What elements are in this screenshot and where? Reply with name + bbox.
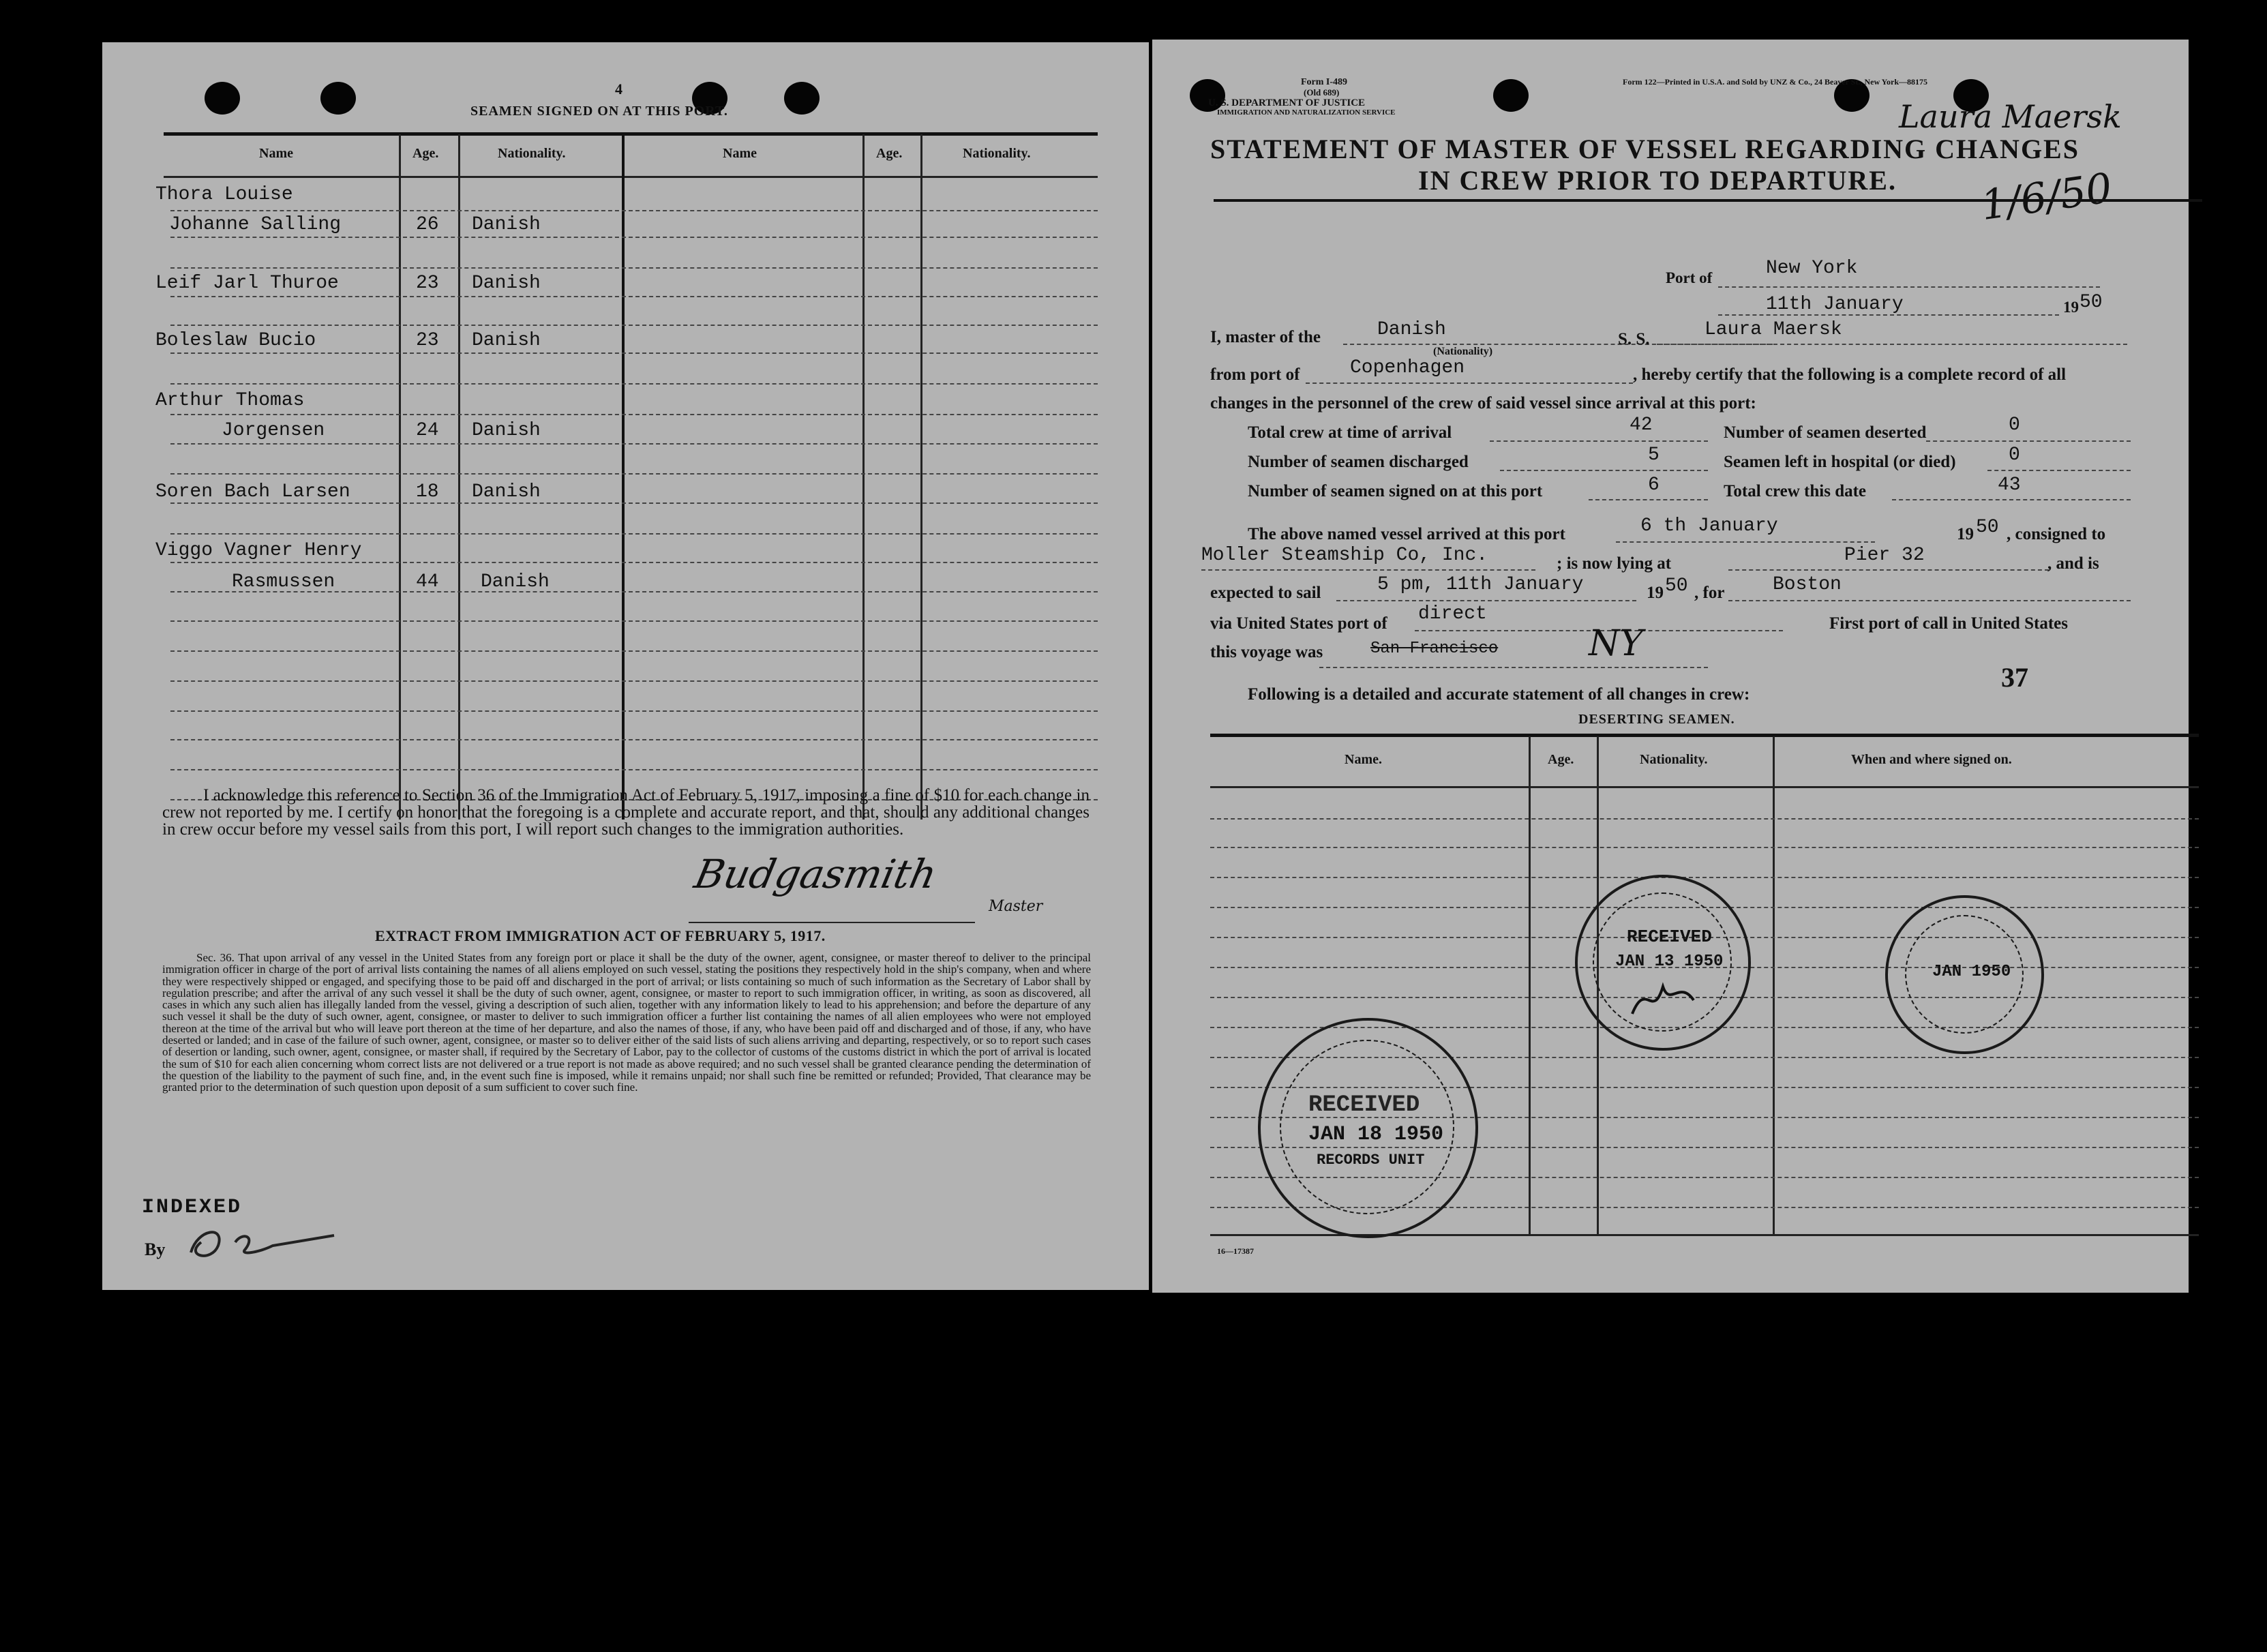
deserting-col-name: Name.	[1345, 752, 1382, 767]
crew-name: Soren Bach Larsen	[155, 481, 350, 502]
via-value: direct	[1418, 603, 1487, 625]
from-port-label: from port of	[1210, 365, 1300, 384]
acknowledgement-text: I acknowledge this reference to Section 36 of the Immigration Act of February 5, 1917, imposing a fine of $10 for each change in crew not reported by me. I certify on honor that the foregoing is a complete and accurate report, and that, should any additional changes in crew occur before my vessel sails from this port, I will report such changes to the immigration authorities.	[162, 786, 1090, 839]
handwritten-vessel-name: Laura Maersk	[1899, 98, 2122, 135]
date-year: 50	[2080, 292, 2103, 313]
deserted-label: Number of seamen deserted	[1724, 423, 1927, 442]
crew-age: 23	[416, 273, 439, 294]
records-stamp-unit: RECORDS UNIT	[1317, 1152, 1425, 1169]
deserting-col-age: Age.	[1548, 752, 1574, 767]
date-stamp-date: JAN 1950	[1932, 963, 2011, 981]
form-number: Form I-489	[1301, 77, 1348, 87]
page-number: 4	[615, 80, 622, 97]
date-year-prefix: 19	[2063, 299, 2079, 316]
indexed-initials	[170, 1215, 361, 1270]
total-crew-arrival-value: 42	[1630, 415, 1653, 436]
total-today-label: Total crew this date	[1724, 482, 1867, 500]
crew-name-line1: Arthur Thomas	[155, 390, 305, 411]
crew-name: Johanne Salling	[169, 214, 342, 235]
punch-hole	[205, 82, 240, 115]
deserting-col-nationality: Nationality.	[1640, 752, 1708, 767]
crew-age: 24	[416, 420, 439, 441]
department-name: U. S. DEPARTMENT OF JUSTICE	[1208, 97, 1366, 108]
voyage-value-handwritten: NY	[1589, 623, 1643, 664]
received-stamp	[1575, 875, 1751, 1051]
extract-heading: EXTRACT FROM IMMIGRATION ACT OF FEBRUARY 5, 1917.	[375, 927, 826, 944]
for-label: , for	[1694, 584, 1725, 602]
master-nationality: Danish	[1377, 319, 1446, 340]
punch-hole	[320, 82, 356, 115]
deserting-heading: DESERTING SEAMEN.	[1578, 712, 1735, 727]
expected-year-prefix: 19	[1647, 584, 1664, 602]
indexed-stamp: INDEXED	[142, 1196, 243, 1219]
master-label: Master	[989, 898, 1043, 915]
ship-name: Laura Maersk	[1705, 319, 1842, 340]
expected-value: 5 pm, 11th January	[1377, 574, 1584, 595]
records-stamp-text: RECEIVED	[1308, 1092, 1420, 1118]
crew-name: Rasmussen	[232, 571, 335, 592]
seamen-signed-heading: SEAMEN SIGNED ON AT THIS PORT.	[470, 104, 728, 119]
right-page	[1152, 40, 2189, 1293]
arrived-value: 6 th January	[1640, 515, 1778, 537]
hospital-label: Seamen left in hospital (or died)	[1724, 453, 1956, 471]
handwritten-date: 1/6/50	[1978, 164, 2116, 230]
signed-on-label: Number of seamen signed on at this port	[1248, 482, 1543, 500]
date-stamp	[1885, 895, 2044, 1054]
punch-hole	[1493, 79, 1529, 112]
column-header-nationality-2: Nationality.	[963, 146, 1031, 161]
via-label: via United States port of	[1210, 614, 1387, 633]
crew-nationality: Danish	[472, 481, 541, 502]
received-stamp-text: RECEIVED	[1627, 927, 1712, 947]
destination: Boston	[1773, 574, 1842, 595]
lying-label: ; is now lying at	[1557, 554, 1672, 573]
port-of-value: New York	[1766, 258, 1858, 279]
port-of-label: Port of	[1666, 269, 1713, 286]
deserting-col-signed-on: When and where signed on.	[1851, 752, 2012, 767]
crew-age: 23	[416, 330, 439, 351]
first-port-label: First port of call in United States	[1829, 614, 2068, 633]
and-is-label: , and is	[2047, 554, 2099, 573]
left-page	[102, 42, 1149, 1290]
crew-age: 26	[416, 214, 439, 235]
arrived-label: The above named vessel arrived at this port	[1248, 525, 1565, 543]
total-crew-arrival-label: Total crew at time of arrival	[1248, 423, 1452, 442]
expected-year: 50	[1665, 575, 1688, 597]
column-header-age: Age.	[412, 146, 439, 161]
discharged-label: Number of seamen discharged	[1248, 453, 1469, 471]
crew-name-line1: Viggo Vagner Henry	[155, 540, 362, 561]
service-name: IMMIGRATION AND NATURALIZATION SERVICE	[1217, 108, 1396, 117]
printer-line: Form 122—Printed in U.S.A. and Sold by UNZ & Co., 24 Beaver St., New York—88175	[1623, 77, 1928, 87]
nationality-caption: (Nationality)	[1433, 346, 1493, 357]
crew-nationality: Danish	[472, 420, 541, 441]
records-stamp-date: JAN 18 1950	[1308, 1123, 1444, 1146]
records-unit-stamp	[1258, 1018, 1478, 1238]
handwritten-number: 37	[2001, 662, 2028, 693]
column-header-age-2: Age.	[876, 146, 903, 161]
punch-hole	[784, 82, 820, 115]
hospital-value: 0	[2009, 445, 2020, 466]
arrived-year: 50	[1976, 517, 1999, 538]
consignee: Moller Steamship Co, Inc.	[1201, 545, 1488, 566]
ss-label: S. S.	[1618, 330, 1650, 348]
consigned-label: , consigned to	[2007, 525, 2106, 543]
deserted-value: 0	[2009, 415, 2020, 436]
expected-label: expected to sail	[1210, 584, 1321, 602]
form-title-line1: STATEMENT OF MASTER OF VESSEL REGARDING CHANGES	[1210, 134, 2080, 164]
crew-name: Leif Jarl Thuroe	[155, 273, 339, 294]
column-header-name-2: Name	[723, 146, 757, 161]
crew-age: 44	[416, 571, 439, 592]
crew-nationality: Danish	[472, 330, 541, 351]
total-today-value: 43	[1998, 475, 2021, 496]
crew-nationality: Danish	[481, 571, 550, 592]
arrived-year-prefix: 19	[1957, 525, 1974, 543]
form-title-line2: IN CREW PRIOR TO DEPARTURE.	[1418, 165, 1897, 196]
crew-nationality: Danish	[472, 273, 541, 294]
indexed-by: By	[145, 1240, 166, 1259]
certify-text: , hereby certify that the following is a complete record of all	[1633, 365, 2067, 384]
discharged-value: 5	[1648, 445, 1660, 466]
crew-name: Boleslaw Bucio	[155, 330, 316, 351]
voyage-value-struck: San Francisco	[1370, 640, 1499, 658]
footer-code: 16—17387	[1217, 1246, 1254, 1256]
master-signature: Budgasmith	[690, 851, 942, 897]
crew-nationality: Danish	[472, 214, 541, 235]
column-header-name: Name	[259, 146, 293, 161]
signed-on-value: 6	[1648, 475, 1660, 496]
extract-text: Sec. 36. That upon arrival of any vessel in the United States from any foreign port or place it shall be the duty of the owner, agent, consignee, or master thereof to deliver to the principal immigration officer in charge of the port of arrival lists containing the names of all aliens employed on such vessel, stating the positions they respectively hold in the ship's company, when and where they were respectively shipped or engaged, and specifying those to be paid off and discharged in the port of arrival; or lists containing so much of such information as the Secretary of Labor shall by regulation prescribe; and after the arrival of any such vessel it shall be the duty of such owner, agent, consignee, or master to report to such immigration officer, in writing, as soon as discovered, all cases in which any such alien has illegally landed from the vessel, giving a description of such alien, together with any information likely to lead to his apprehension; and before the departure of any such vessel it shall be the duty of such owner, agent, consignee, or master to deliver to such immigration officer a further list containing the names of all alien employees who were not employed thereon at the time of the arrival but who will leave port thereon at the time of her departure, and also the names of those, if any, who have been paid off and discharged and of those, if any, who have deserted or landed; and in case of the failure of such owner, agent, consignee, or master so to deliver either of the said lists of such aliens arriving and departing, respectively, or so to report such cases of desertion or landing, such owner, agent, consignee, or master shall, if required by the Secretary of Labor, pay to the collector of customs of the customs district in which the port of arrival is located the sum of $10 for each alien concerning whom correct lists are not delivered or a true report is not made as above required; and no such vessel shall be granted clearance pending the determination of the question of the liability to the payment of such fine, and, in the event such fine is imposed, while it remains unpaid; nor shall such fine be remitted or refunded; Provided, That clearance may be granted prior to the determination of such question upon deposit of a sum sufficient to cover such fine.	[162, 951, 1091, 1094]
column-header-nationality: Nationality.	[498, 146, 566, 161]
from-port-value: Copenhagen	[1350, 357, 1465, 378]
lying-value: Pier 32	[1844, 545, 1925, 566]
crew-age: 18	[416, 481, 439, 502]
voyage-label: this voyage was	[1210, 643, 1323, 661]
form-old-number: (Old 689)	[1304, 87, 1340, 97]
received-stamp-date: JAN 13 1950	[1615, 952, 1724, 971]
changes-text: changes in the personnel of the crew of said vessel since arrival at this port:	[1210, 394, 1756, 412]
master-of-label: I, master of the	[1210, 328, 1321, 346]
following-text: Following is a detailed and accurate statement of all changes in crew:	[1248, 685, 1750, 704]
crew-name: Jorgensen	[222, 420, 325, 441]
date-value: 11th January	[1766, 294, 1904, 315]
crew-name-line1: Thora Louise	[155, 184, 293, 205]
